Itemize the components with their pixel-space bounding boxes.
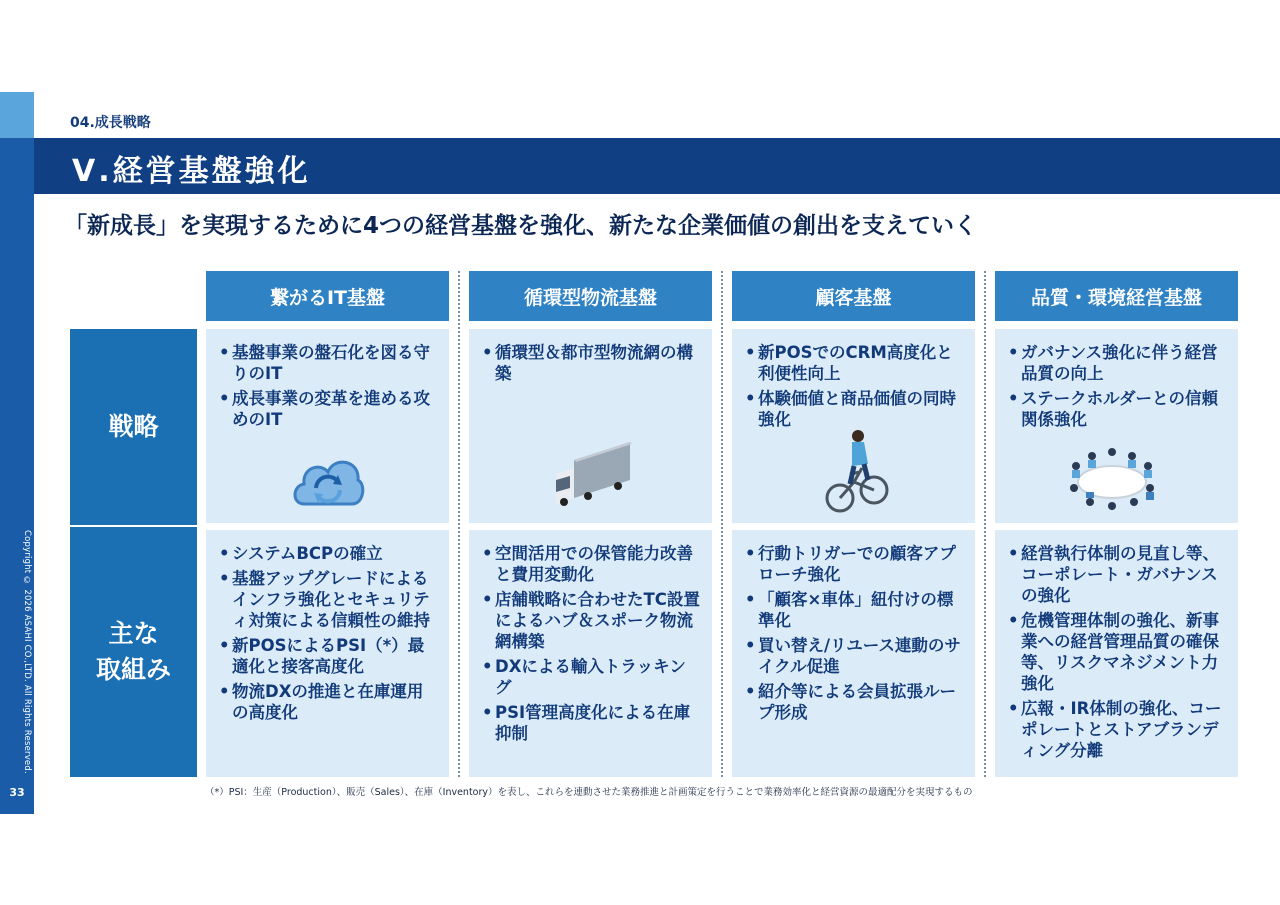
row-label-initiatives — [70, 527, 197, 777]
cyclist-icon — [824, 428, 890, 518]
initiatives-cell-quality — [995, 530, 1238, 777]
column-separator — [458, 271, 460, 777]
meeting-table-icon — [1062, 444, 1162, 514]
list-item: • 危機管理体制の強化、新事業への経営管理品質の確保等、リスクマネジメント力強化 — [1007, 610, 1228, 694]
cloud-sync-icon — [290, 444, 366, 510]
column-header-customer: 顧客基盤 — [732, 271, 975, 321]
column-separator — [721, 271, 723, 777]
column-header-logistics: 循環型物流基盤 — [469, 271, 712, 321]
list-item: • ステークホルダーとの信頼関係強化 — [1007, 388, 1228, 430]
page-number: 33 — [9, 786, 25, 799]
list-item: • 新POSによるPSI（*）最適化と接客高度化 — [218, 635, 439, 677]
list-item: • 買い替え/リユース連動のサイクル促進 — [744, 635, 965, 677]
list-item: • 行動トリガーでの顧客アプローチ強化 — [744, 543, 965, 585]
column-header-it: 繋がるIT基盤 — [206, 271, 449, 321]
list-item: • 基盤アップグレードによるインフラ強化とセキュリティ対策による信頼性の維持 — [218, 568, 439, 631]
row-label-strategy-text: 戦略 — [108, 411, 159, 441]
list-item: • 循環型＆都市型物流網の構築 — [481, 342, 702, 384]
list-item: • 紹介等による会員拡張ループ形成 — [744, 681, 965, 723]
left-accent-strip-top — [0, 92, 34, 138]
list-item: • 店舗戦略に合わせたTC設置によるハブ＆スポーク物流網構築 — [481, 589, 702, 652]
list-item: • 新POSでのCRM高度化と利便性向上 — [744, 342, 965, 384]
row-label-initiatives-line2: 取組み — [95, 655, 171, 684]
list-item: • 物流DXの推進と在庫運用の高度化 — [218, 681, 439, 723]
initiatives-cell-logistics — [469, 530, 712, 777]
copyright-text: Copyright © 2026 ASAHI CO.,LTD. All Rights Reserved. — [22, 530, 32, 774]
page-title: Ⅴ.経営基盤強化 — [72, 154, 311, 189]
list-item: • DXによる輸入トラッキング — [481, 656, 702, 698]
list-item: • 空間活用での保管能力改善と費用変動化 — [481, 543, 702, 585]
list-item: • PSI管理高度化による在庫抑制 — [481, 702, 702, 744]
truck-icon — [552, 440, 634, 508]
list-item: • 基盤事業の盤石化を図る守りのIT — [218, 342, 439, 384]
list-item: • ガバナンス強化に伴う経営品質の向上 — [1007, 342, 1228, 384]
footnote: （*）PSI：生産（Production）、販売（Sales）、在庫（Inventory）を表し、これらを連動させた業務推進と計画策定を行うことで業務効率化と経営資源の最適配分を実現するもの — [205, 787, 973, 798]
initiatives-cell-it — [206, 530, 449, 777]
row-label-strategy — [70, 329, 197, 525]
list-item: • 成長事業の変革を進める攻めのIT — [218, 388, 439, 430]
list-item: • システムBCPの確立 — [218, 543, 439, 564]
initiatives-cell-customer — [732, 530, 975, 777]
list-item: • 広報・IR体制の強化、コーポレートとストアブランディング分離 — [1007, 698, 1228, 761]
list-item: • 経営執行体制の見直し等、コーポレート・ガバナンスの強化 — [1007, 543, 1228, 606]
page-subtitle: 「新成長」を実現するために4つの経営基盤を強化、新たな企業価値の創出を支えていく — [64, 213, 978, 239]
list-item: • 体験価値と商品価値の同時強化 — [744, 388, 965, 430]
row-label-initiatives-line1: 主な — [108, 618, 159, 648]
list-item: • 「顧客×車体」紐付けの標準化 — [744, 589, 965, 631]
column-header-quality: 品質・環境経営基盤 — [995, 271, 1238, 321]
section-label: 04.成長戦略 — [70, 115, 151, 131]
column-separator — [984, 271, 986, 777]
